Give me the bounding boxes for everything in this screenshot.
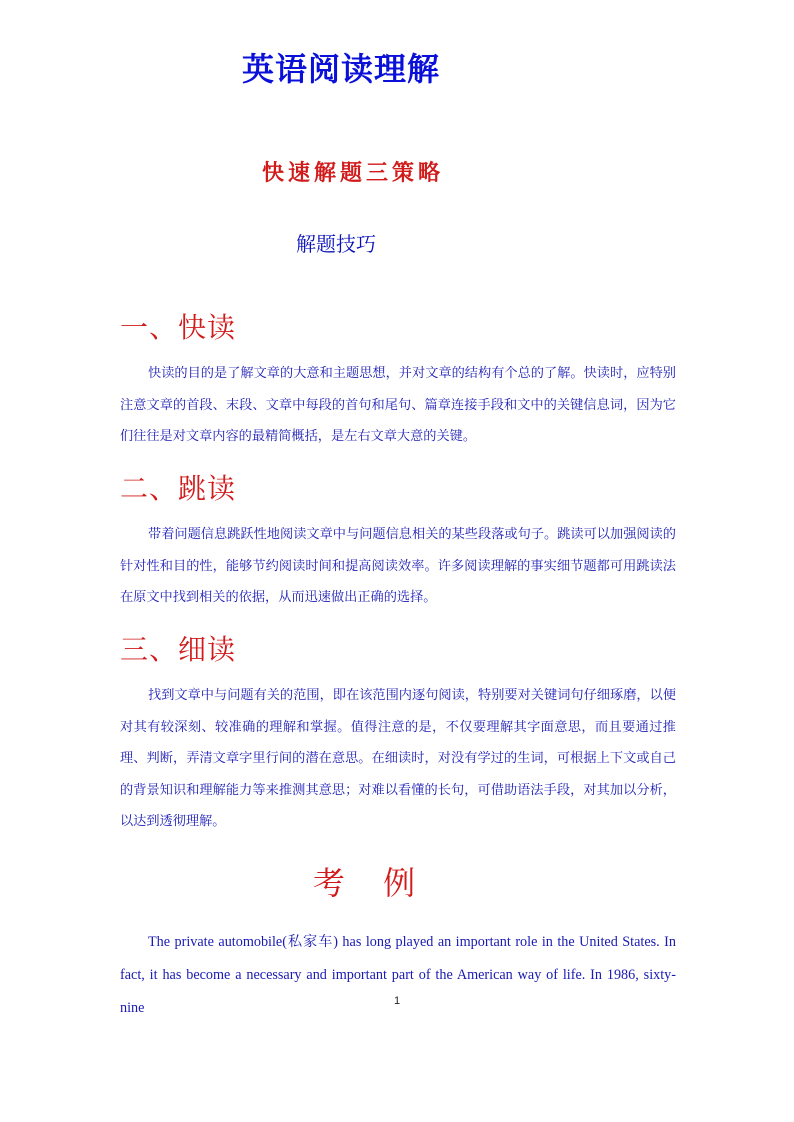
example-heading: 考 例 — [312, 864, 430, 902]
tips-title: 解题技巧 — [296, 232, 376, 256]
example-paragraph: The private automobile(私家车) has long played an important role in the United States. In fact, it has become a necessary and important part of the American way of life. In 1986, sixty-nine — [120, 934, 676, 1016]
section-heading-fast-reading: 一、快读 — [120, 311, 237, 344]
subtitle: 快速解题三策略 — [261, 161, 444, 186]
section-heading-skip-reading: 二、跳读 — [120, 472, 237, 505]
page-title: 英语阅读理解 — [241, 50, 440, 88]
section-heading-close-reading: 三、细读 — [120, 633, 237, 666]
section-paragraph-close-reading: 找到文章中与问题有关的范围，即在该范围内逐句阅读，特别要对关键词句仔细琢磨，以便对其有较深刻、较准确的理解和掌握。值得注意的是，不仅要理解其字面意思，而且要通过推理、判断，弄清文章字里行间的潜在意思。在细读时，对没有学过的生词，可根据上下文或自己的背景知识和理解能力等来推测其意思；对难以看懂的长句，可借助语法手段，对其加以分析，以达到透彻理解。 — [120, 688, 676, 829]
section-paragraph-fast-reading: 快读的目的是了解文章的大意和主题思想，并对文章的结构有个总的了解。快读时，应特别注意文章的首段、末段、文章中每段的首句和尾句、篇章连接手段和文中的关键信息词，因为它们往往是对文章内容的最精简概括，是左右文章大意的关键。 — [120, 366, 676, 444]
section-paragraph-skip-reading: 带着问题信息跳跃性地阅读文章中与问题信息相关的某些段落或句子。跳读可以加强阅读的针对性和目的性，能够节约阅读时间和提高阅读效率。许多阅读理解的事实细节题都可用跳读法在原文中找到相关的依据，从而迅速做出正确的选择。 — [120, 527, 676, 605]
page-number: 1 — [393, 995, 401, 1007]
